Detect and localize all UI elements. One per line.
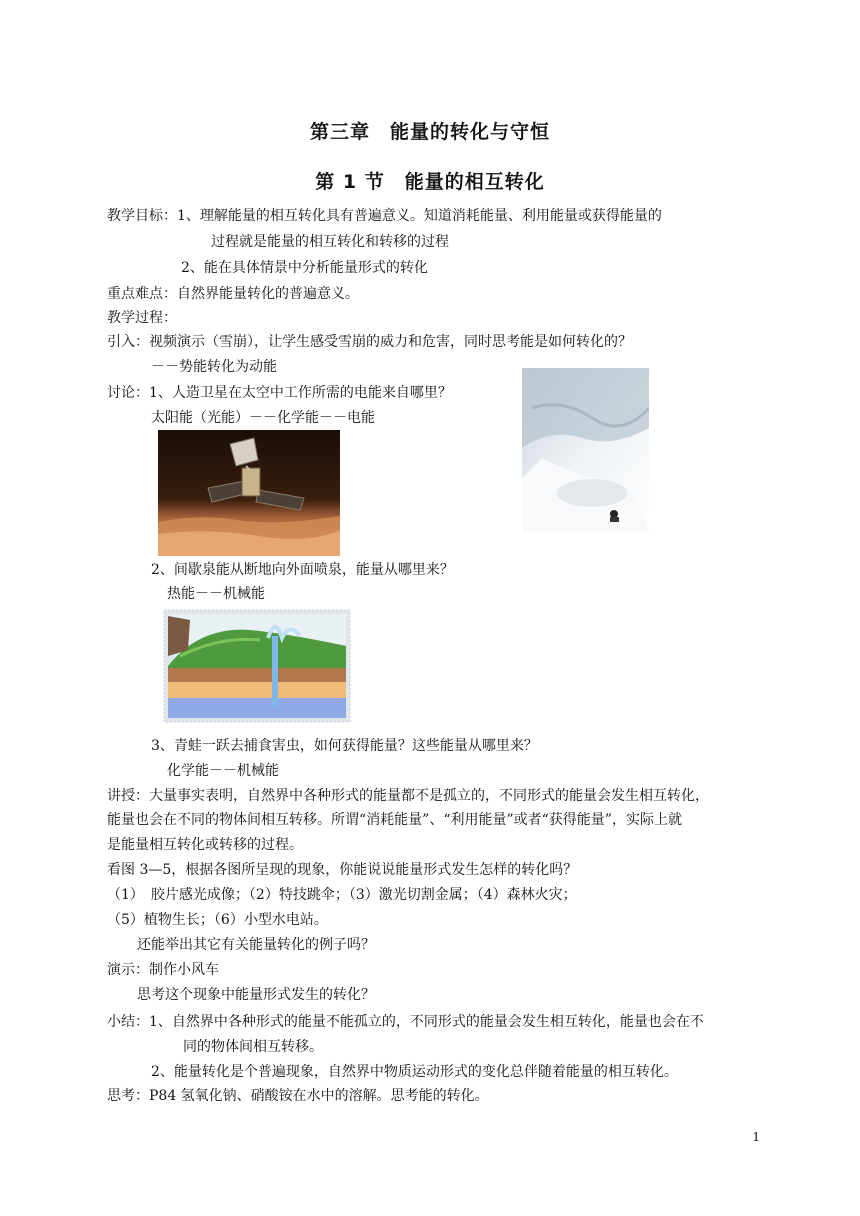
- summary-line-2: 同的物体间相互转移。: [183, 1039, 323, 1055]
- more-examples: 还能举出其它有关能量转化的例子吗？: [137, 937, 375, 953]
- figure-question: 看图 3—5，根据各图所呈现的现象，你能说说能量形式发生怎样的转化吗？: [107, 862, 578, 878]
- intro-line-1: 引入：视频演示（雪崩），让学生感受雪崩的威力和危害，同时思考能是如何转化的？: [107, 334, 632, 350]
- intro-line-2: －－势能转化为动能: [151, 359, 277, 375]
- discussion-q1: 讨论：1、人造卫星在太空中工作所需的电能来自哪里？: [107, 385, 452, 401]
- examples-line-1: （1） 胶片感光成像；（2）特技跳伞；（3）激光切割金属；（4）森林火灾；: [107, 887, 577, 903]
- section-title: 第 1 节 能量的相互转化: [315, 171, 545, 193]
- objectives-line-1: 教学目标：1、理解能量的相互转化具有普遍意义。知道消耗能量、利用能量或获得能量的: [107, 208, 662, 224]
- summary-line-1: 小结：1、自然界中各种形式的能量不能孤立的，不同形式的能量会发生相互转化，能量也会在不: [107, 1014, 704, 1030]
- geyser-image: [160, 606, 354, 726]
- objectives-line-3: 2、能在具体情景中分析能量形式的转化: [181, 260, 428, 276]
- discussion-q3: 3、青蛙一跃去捕食害虫，如何获得能量？这些能量从哪里来？: [151, 738, 538, 754]
- lecture-line-2: 能量也会在不同的物体间相互转移。所谓“消耗能量”、“利用能量”或者“获得能量”，实际上就: [107, 812, 682, 828]
- key-points: 重点难点：自然界能量转化的普遍意义。: [107, 286, 359, 302]
- satellite-image: [158, 430, 340, 556]
- objectives-line-2: 过程就是能量的相互转化和转移的过程: [211, 234, 449, 250]
- page-number: 1: [752, 1130, 760, 1144]
- examples-line-2: （5）植物生长；（6）小型水电站。: [107, 912, 328, 928]
- discussion-a2: 热能－－机械能: [167, 586, 265, 602]
- demo-think: 思考这个现象中能量形式发生的转化？: [137, 987, 375, 1003]
- summary-line-3: 2、能量转化是个普遍现象，自然界中物质运动形式的变化总伴随着能量的相互转化。: [151, 1064, 678, 1080]
- discussion-q2: 2、间歇泉能从断地向外面喷泉，能量从哪里来？: [151, 562, 454, 578]
- lecture-line-1: 讲授：大量事实表明，自然界中各种形式的能量都不是孤立的，不同形式的能量会发生相互转化，: [107, 788, 709, 804]
- think: 思考：P84 氢氧化钠、硝酸铵在水中的溶解。思考能的转化。: [107, 1088, 489, 1104]
- avalanche-image: [522, 368, 649, 532]
- discussion-a1: 太阳能（光能）－－化学能－－电能: [151, 410, 375, 426]
- process-label: 教学过程：: [107, 310, 177, 326]
- discussion-a3: 化学能－－机械能: [167, 763, 279, 779]
- lecture-line-3: 是能量相互转化或转移的过程。: [107, 837, 303, 853]
- demo: 演示：制作小风车: [107, 962, 219, 978]
- chapter-title: 第三章 能量的转化与守恒: [309, 121, 550, 143]
